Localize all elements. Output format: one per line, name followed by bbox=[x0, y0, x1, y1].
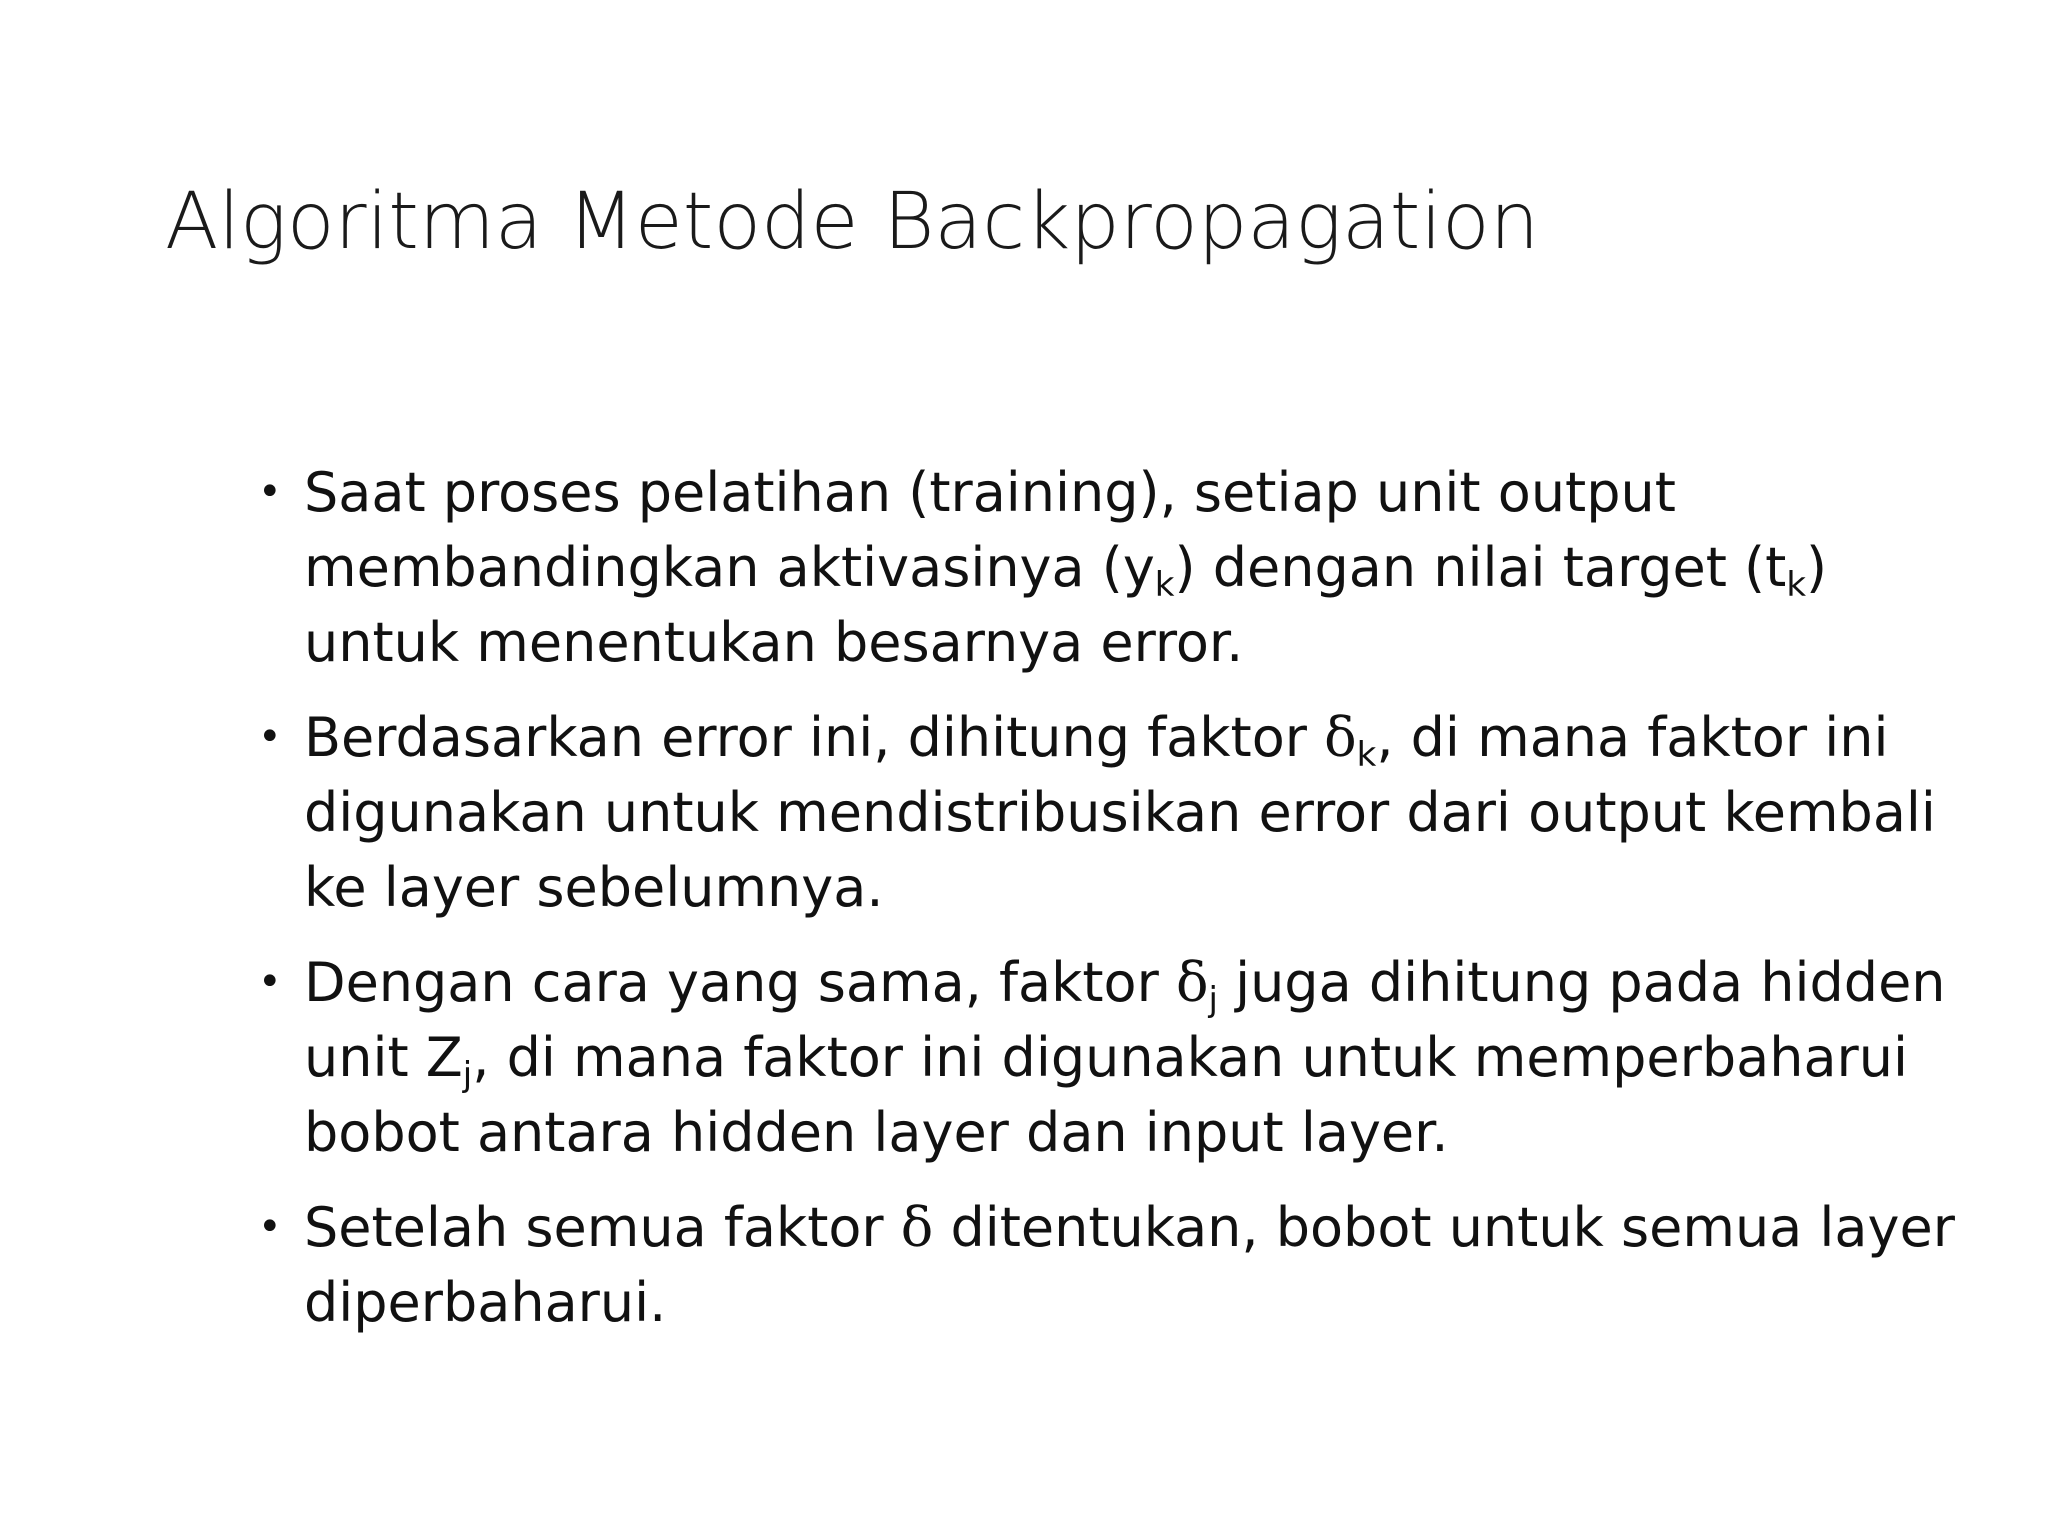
bullet-text bbox=[304, 951, 1946, 1164]
text-segment: ) untuk menentukan besarnya error. bbox=[304, 536, 1828, 674]
text-segment: Berdasarkan error ini, dihitung faktor bbox=[304, 706, 1325, 769]
bullet-item-4 bbox=[258, 1190, 1958, 1340]
bullet-text bbox=[304, 461, 1827, 674]
text-segment: Saat proses pelatihan (training), setiap unit output membandingkan aktivasinya (y bbox=[304, 461, 1676, 599]
subscript: k bbox=[1154, 565, 1175, 605]
bullet-item-2 bbox=[258, 700, 1958, 925]
text-segment: , di mana faktor ini digunakan untuk mendistribusikan error dari output kembali ke layer sebelumnya. bbox=[304, 706, 1936, 919]
slide-title: Algoritma Metode Backpropagation bbox=[165, 177, 1540, 267]
bullet-list bbox=[258, 455, 1958, 1360]
bullet-item-3 bbox=[258, 945, 1958, 1170]
text-segment: Dengan cara yang sama, faktor bbox=[304, 951, 1176, 1014]
bullet-marker: • bbox=[258, 714, 282, 760]
delta-symbol: δ bbox=[900, 1196, 934, 1259]
text-segment: Setelah semua faktor bbox=[304, 1196, 901, 1259]
text-segment: , di mana faktor ini digunakan untuk memperbaharui bobot antara hidden layer dan input layer. bbox=[304, 1026, 1908, 1164]
subscript: j bbox=[1208, 980, 1218, 1020]
bullet-marker: • bbox=[258, 1204, 282, 1250]
bullet-marker: • bbox=[258, 959, 282, 1005]
subscript: j bbox=[462, 1055, 473, 1095]
text-segment: juga dihitung pada hidden unit Z bbox=[304, 951, 1946, 1089]
subscript: k bbox=[1356, 735, 1377, 775]
delta-symbol: δ bbox=[1175, 951, 1209, 1014]
text-segment: ditentukan, bobot untuk semua layer diperbaharui. bbox=[304, 1196, 1955, 1334]
bullet-item-1 bbox=[258, 455, 1958, 680]
delta-symbol: δ bbox=[1324, 706, 1357, 769]
text-segment: ) dengan nilai target (t bbox=[1174, 536, 1787, 599]
bullet-text bbox=[304, 706, 1936, 919]
subscript: k bbox=[1786, 565, 1807, 605]
bullet-text bbox=[304, 1196, 1955, 1334]
bullet-marker: • bbox=[258, 469, 282, 515]
